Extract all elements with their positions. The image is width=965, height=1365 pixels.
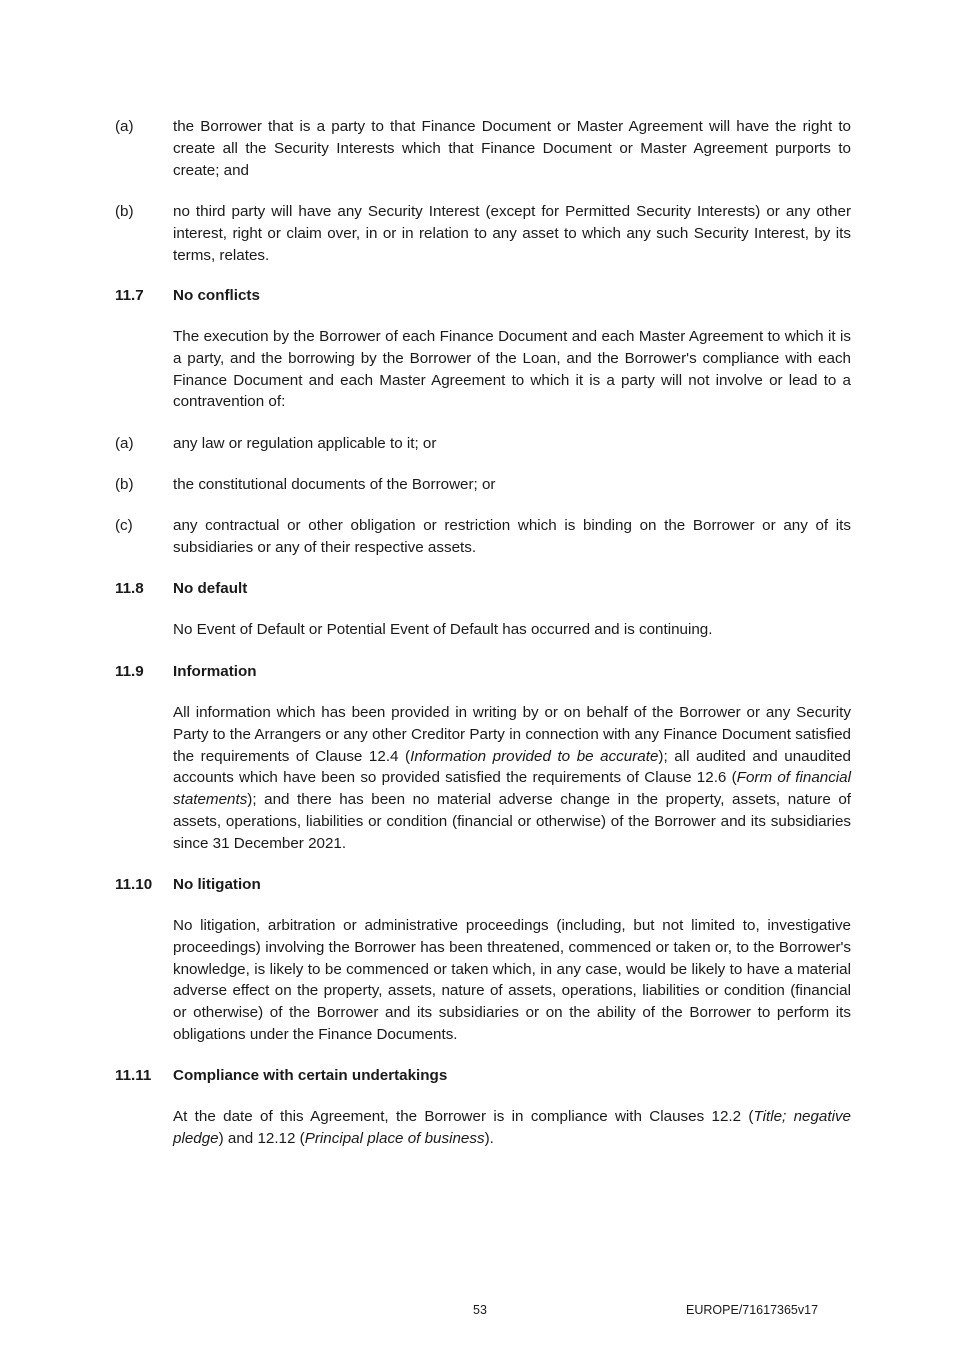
list-item xyxy=(115,474,851,496)
list-item-text: the constitutional documents of the Borrower; or xyxy=(173,476,496,493)
list-item-label: (b) xyxy=(115,476,134,493)
section-title: No conflicts xyxy=(173,287,260,304)
clause-reference: Title; negative pledge xyxy=(173,1108,851,1147)
list-item xyxy=(115,433,851,455)
list-item-text: the Borrower that is a party to that Finance Document or Master Agreement will have the right to create all the Security Interests which that Finance Document or Master Agreement purports to create; and xyxy=(173,118,851,179)
section-number: 11.10 xyxy=(115,876,153,893)
paragraph-text: All information which has been provided in writing by or on behalf of the Borrower or any Security Party to the Arrangers or any other Creditor Party in connection with any Finance Document satisfied the requirements of Clause 12.4 (Information provided to be accurate); all audited and unaudited accounts which have been so provided satisfied the requirements of Clause 12.6 (Form of financial statements); and there has been no material adverse change in the property, assets, nature of assets, operations, liabilities or condition (financial or otherwise) of the Borrower and its subsidiaries since 31 December 2021. xyxy=(173,704,852,852)
section-paragraph xyxy=(115,326,851,413)
section-number: 11.9 xyxy=(115,663,144,680)
list-item xyxy=(115,201,851,266)
page-number: 53 xyxy=(473,1303,487,1317)
list-item-text: any law or regulation applicable to it; or xyxy=(173,435,437,452)
paragraph-text: The execution by the Borrower of each Finance Document and each Master Agreement to which it is a party, and the borrowing by the Borrower of the Loan, and the Borrower's compliance with each Finance Document and each Master Agreement to which it is a party will not involve or lead to a contravention of: xyxy=(173,328,851,411)
section-title: No litigation xyxy=(173,876,261,893)
section-title: Information xyxy=(173,663,257,680)
list-item-text: any contractual or other obligation or restriction which is binding on the Borrower or any of its subsidiaries or any of their respective assets. xyxy=(173,517,851,556)
clause-reference: Information provided to be accurate xyxy=(410,747,659,765)
section-number: 11.11 xyxy=(115,1067,152,1084)
section-heading xyxy=(115,661,851,683)
list-item xyxy=(115,116,851,181)
section-paragraph xyxy=(115,619,851,641)
section-heading xyxy=(115,874,851,896)
section-number: 11.7 xyxy=(115,287,144,304)
section-paragraph xyxy=(115,702,851,855)
paragraph-text: No Event of Default or Potential Event of Default has occurred and is continuing. xyxy=(173,621,713,638)
section-paragraph xyxy=(115,1106,851,1150)
list-item-label: (a) xyxy=(115,118,134,135)
list-item-label: (b) xyxy=(115,203,134,220)
list-item-text: no third party will have any Security Interest (except for Permitted Security Interests) or any other interest, right or claim over, in or in relation to any asset to which any such Security Interest, by its terms, relates. xyxy=(173,203,851,264)
list-item-label: (c) xyxy=(115,517,133,534)
section-heading xyxy=(115,285,851,307)
section-heading xyxy=(115,1065,851,1087)
section-paragraph xyxy=(115,915,851,1046)
paragraph-text: No litigation, arbitration or administrative proceedings (including, but not limited to, investigative proceedings) involving the Borrower has been threatened, commenced or taken or, to the Borrower's knowledge, is likely to be commenced or taken which, in any case, would be likely to have a material adverse effect on the property, assets, nature of assets, operations, liabilities or condition (financial or otherwise) of the Borrower and its subsidiaries or on the ability of the Borrower to perform its obligations under the Finance Documents. xyxy=(173,917,851,1043)
clause-reference: Principal place of business xyxy=(304,1129,485,1147)
section-number: 11.8 xyxy=(115,580,144,597)
document-reference: EUROPE/71617365v17 xyxy=(686,1303,819,1317)
section-title: No default xyxy=(173,580,248,597)
section-heading xyxy=(115,578,851,600)
clause-reference: Form of financial statements xyxy=(173,769,851,809)
list-item xyxy=(115,515,851,559)
section-title: Compliance with certain undertakings xyxy=(173,1067,448,1084)
paragraph-text: At the date of this Agreement, the Borrower is in compliance with Clauses 12.2 (Title; negative pledge) and 12.12 (Principal place of business). xyxy=(173,1108,851,1147)
list-item-label: (a) xyxy=(115,435,134,452)
